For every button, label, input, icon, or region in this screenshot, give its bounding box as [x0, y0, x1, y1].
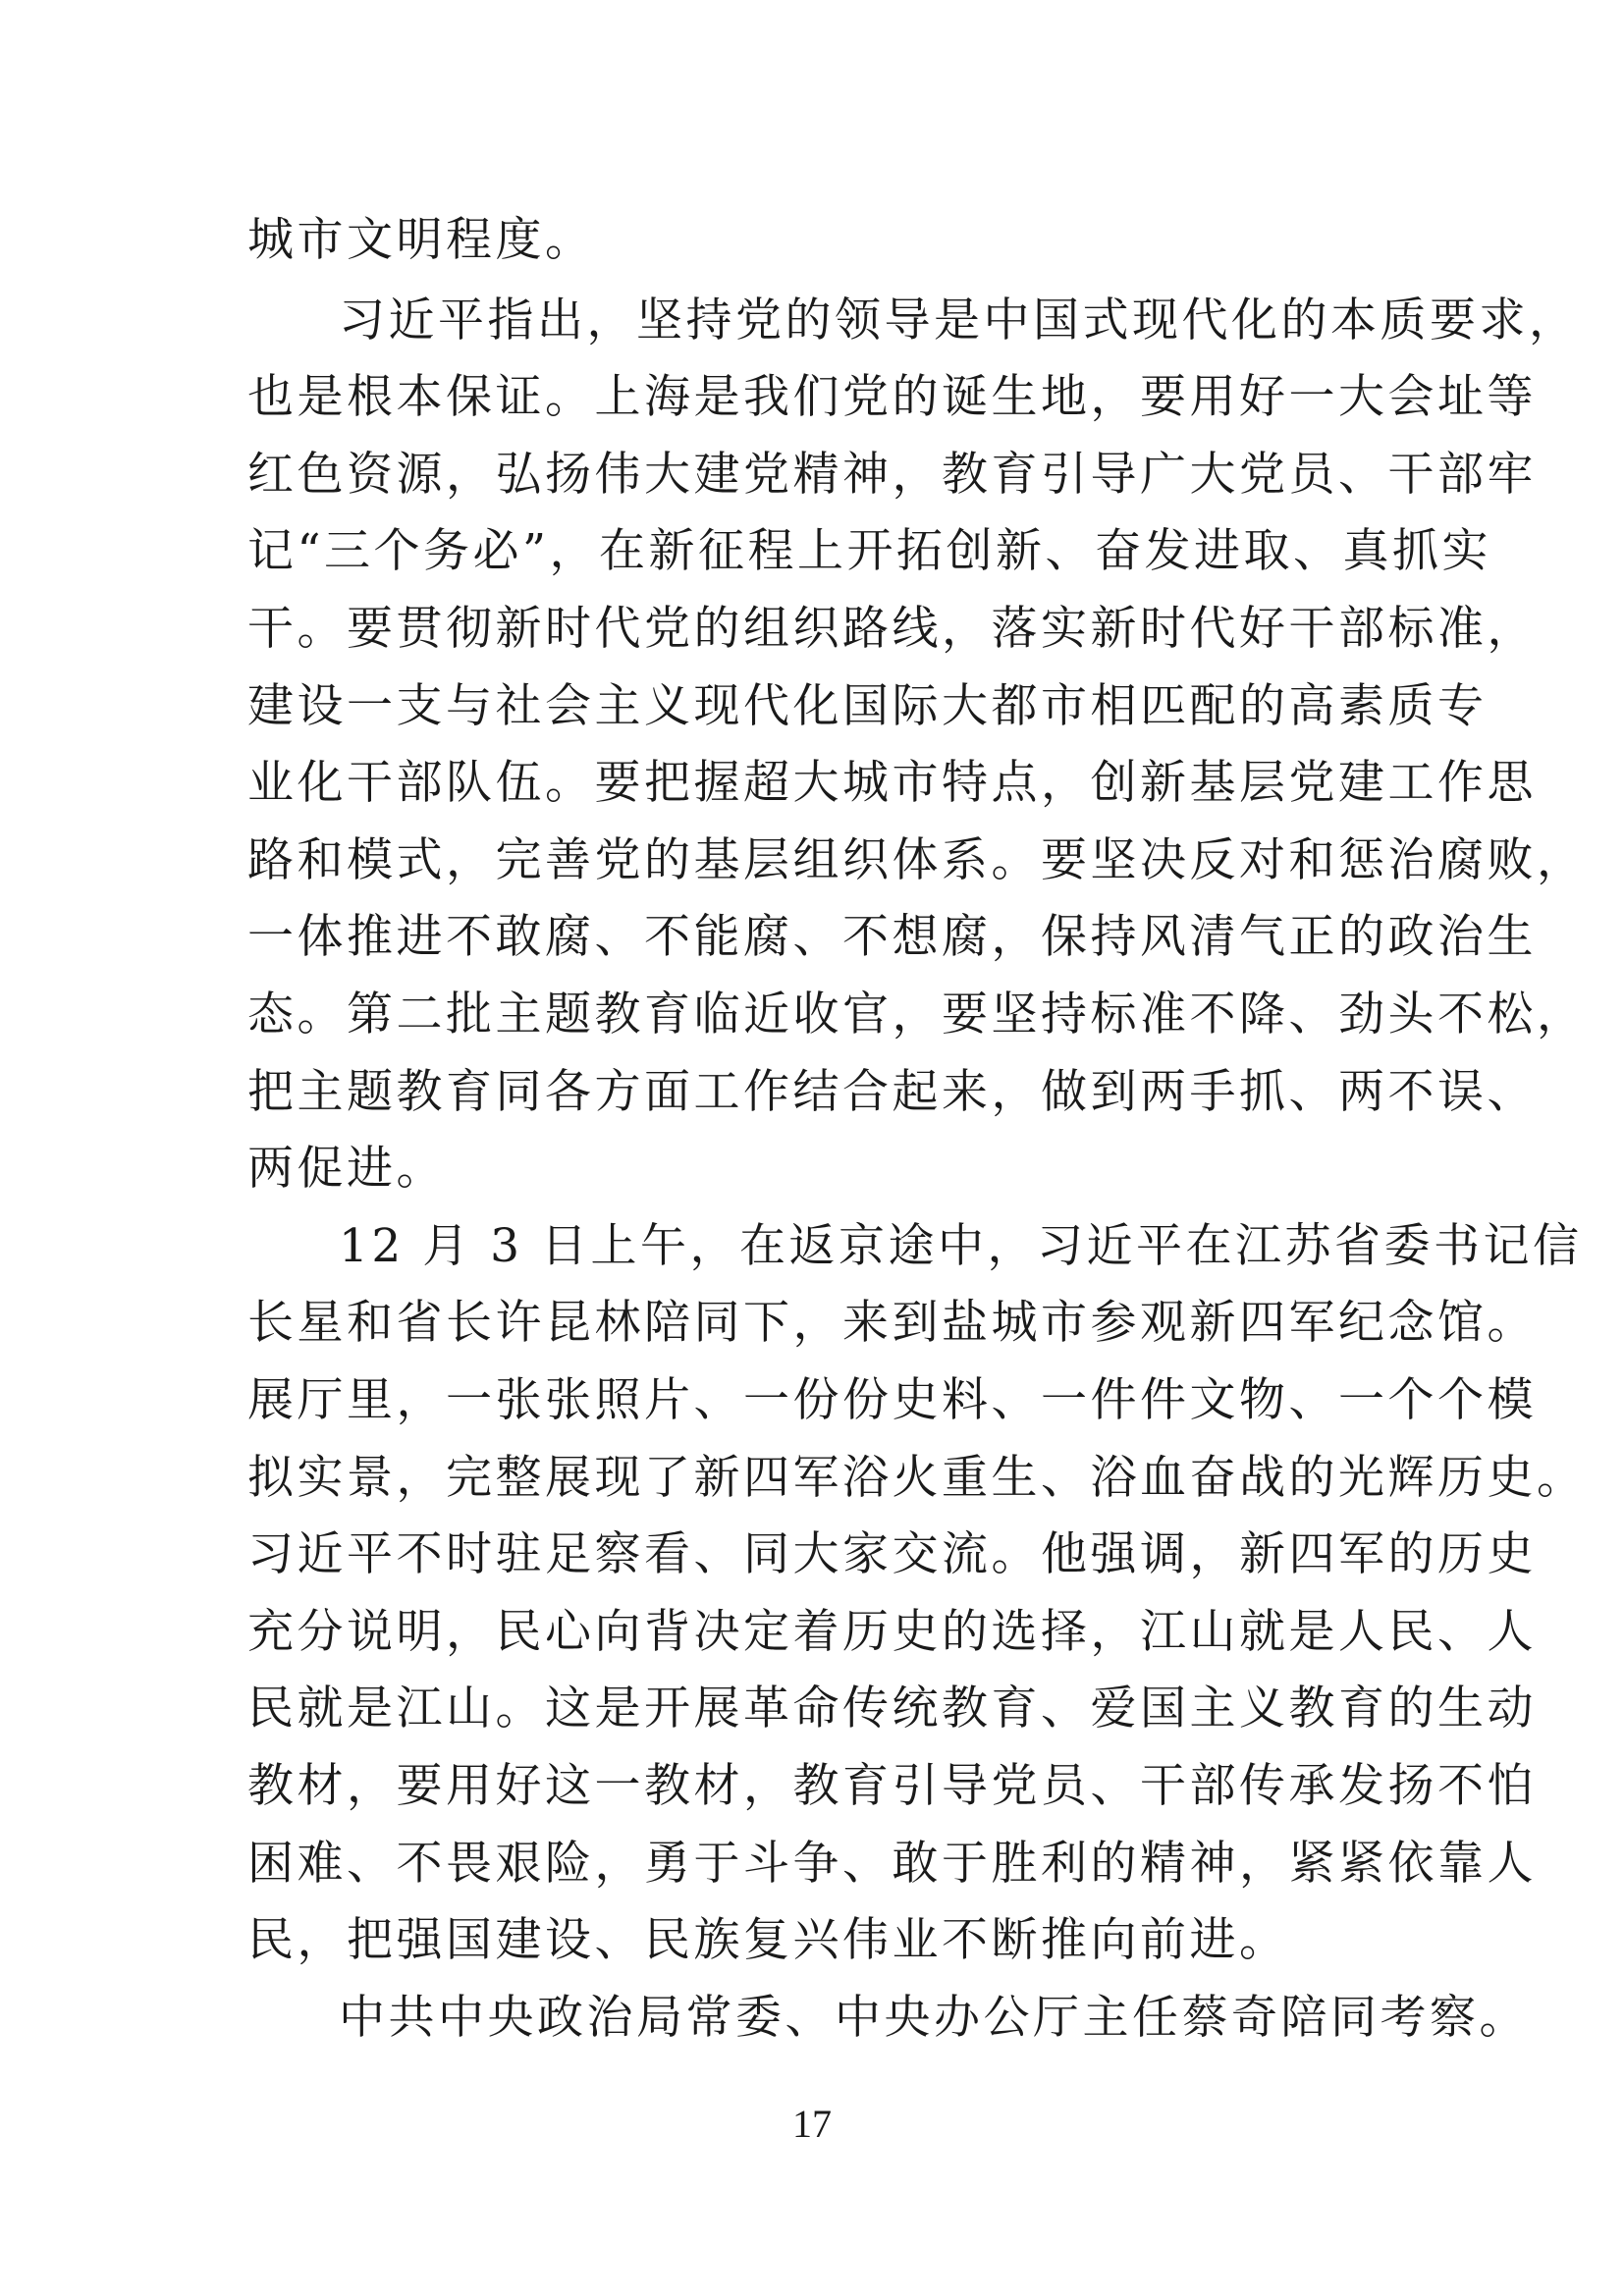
paragraph-line: 拟实景，完整展现了新四军浴火重生、浴血奋战的光辉历史。 [247, 1451, 1587, 1505]
paragraph-line: 把主题教育同各方面工作结合起来，做到两手抓、两不误、 [247, 1065, 1537, 1119]
paragraph-line: 民，把强国建设、民族复兴伟业不断推向前进。 [247, 1913, 1289, 1967]
paragraph-line: 两促进。 [247, 1142, 446, 1196]
paragraph-line: 习近平不时驻足察看、同大家交流。他强调，新四军的历史 [247, 1527, 1537, 1581]
page-number: 17 [792, 2102, 832, 2146]
paragraph-line: 记“三个务必”，在新征程上开拓创新、奋发进取、真抓实 [247, 524, 1492, 578]
paragraph-line: 也是根本保证。上海是我们党的诞生地，要用好一大会址等 [247, 370, 1537, 424]
paragraph-line: 态。第二批主题教育临近收官，要坚持标准不降、劲头不松， [247, 988, 1587, 1041]
paragraph-line: 展厅里，一张张照片、一份份史料、一件件文物、一个个模 [247, 1373, 1537, 1427]
paragraph-line: 红色资源，弘扬伟大建党精神，教育引导广大党员、干部牢 [247, 448, 1537, 502]
paragraph-line: 长星和省长许昆林陪同下，来到盐城市参观新四军纪念馆。 [247, 1296, 1537, 1350]
paragraph-line: 一体推进不敢腐、不能腐、不想腐，保持风清气正的政治生 [247, 910, 1537, 964]
paragraph-line: 困难、不畏艰险，勇于斗争、敢于胜利的精神，紧紧依靠人 [247, 1837, 1537, 1891]
paragraph-line: 业化干部队伍。要把握超大城市特点，创新基层党建工作思 [247, 756, 1537, 810]
paragraph-line: 充分说明，民心向背决定着历史的选择，江山就是人民、人 [247, 1605, 1537, 1659]
paragraph-line: 习近平指出，坚持党的领导是中国式现代化的本质要求， [339, 294, 1579, 347]
paragraph-line: 路和模式，完善党的基层组织体系。要坚决反对和惩治腐败， [247, 833, 1587, 887]
paragraph-line: 教材，要用好这一教材，教育引导党员、干部传承发扬不怕 [247, 1759, 1537, 1813]
paragraph-line: 干。要贯彻新时代党的组织路线，落实新时代好干部标准， [247, 602, 1537, 656]
paragraph-line: 中共中央政治局常委、中央办公厅主任蔡奇陪同考察。 [339, 1991, 1529, 2045]
paragraph-line: 民就是江山。这是开展革命传统教育、爱国主义教育的生动 [247, 1682, 1537, 1735]
paragraph-line: 建设一支与社会主义现代化国际大都市相匹配的高素质专 [247, 679, 1488, 733]
paragraph-line: 12 月 3 日上午，在返京途中，习近平在江苏省委书记信 [339, 1219, 1583, 1273]
paragraph-line: 城市文明程度。 [247, 213, 595, 267]
